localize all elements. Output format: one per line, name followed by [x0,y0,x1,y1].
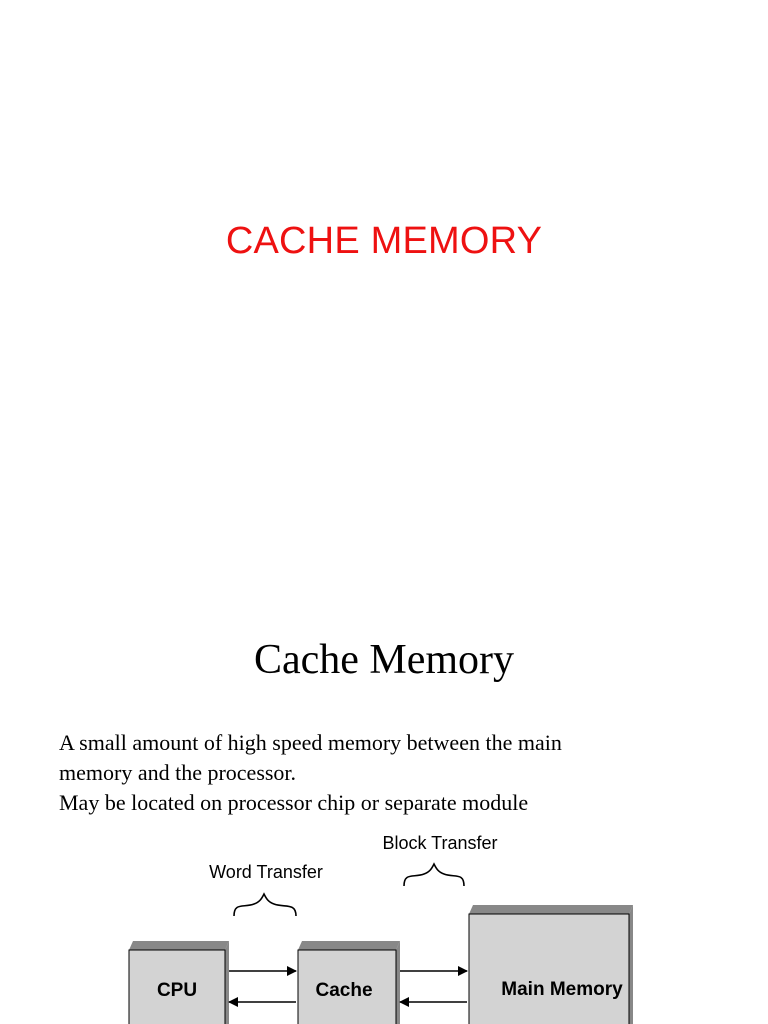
cache-box [298,941,400,1024]
slide-title-cache-memory: CACHE MEMORY [225,220,543,262]
main-memory-label: Main Memory [501,979,623,1000]
word-transfer-brace-icon [234,894,296,916]
block-transfer-brace-icon [404,864,464,886]
block-transfer-label: Block Transfer [382,833,498,853]
cpu-label: CPU [156,980,198,1001]
cache-label: Cache [315,980,373,1001]
cache-diagram [0,820,768,1024]
body-line: memory and the processor. [59,760,297,785]
cpu-box [129,941,229,1024]
body-line: May be located on processor chip or separate module [59,790,529,815]
main-memory-box [469,905,633,1024]
slide-body-text [59,728,719,818]
body-line: A small amount of high speed memory between the main [59,730,562,755]
slide-heading: Cache Memory [253,637,515,683]
word-transfer-label: Word Transfer [209,862,323,882]
